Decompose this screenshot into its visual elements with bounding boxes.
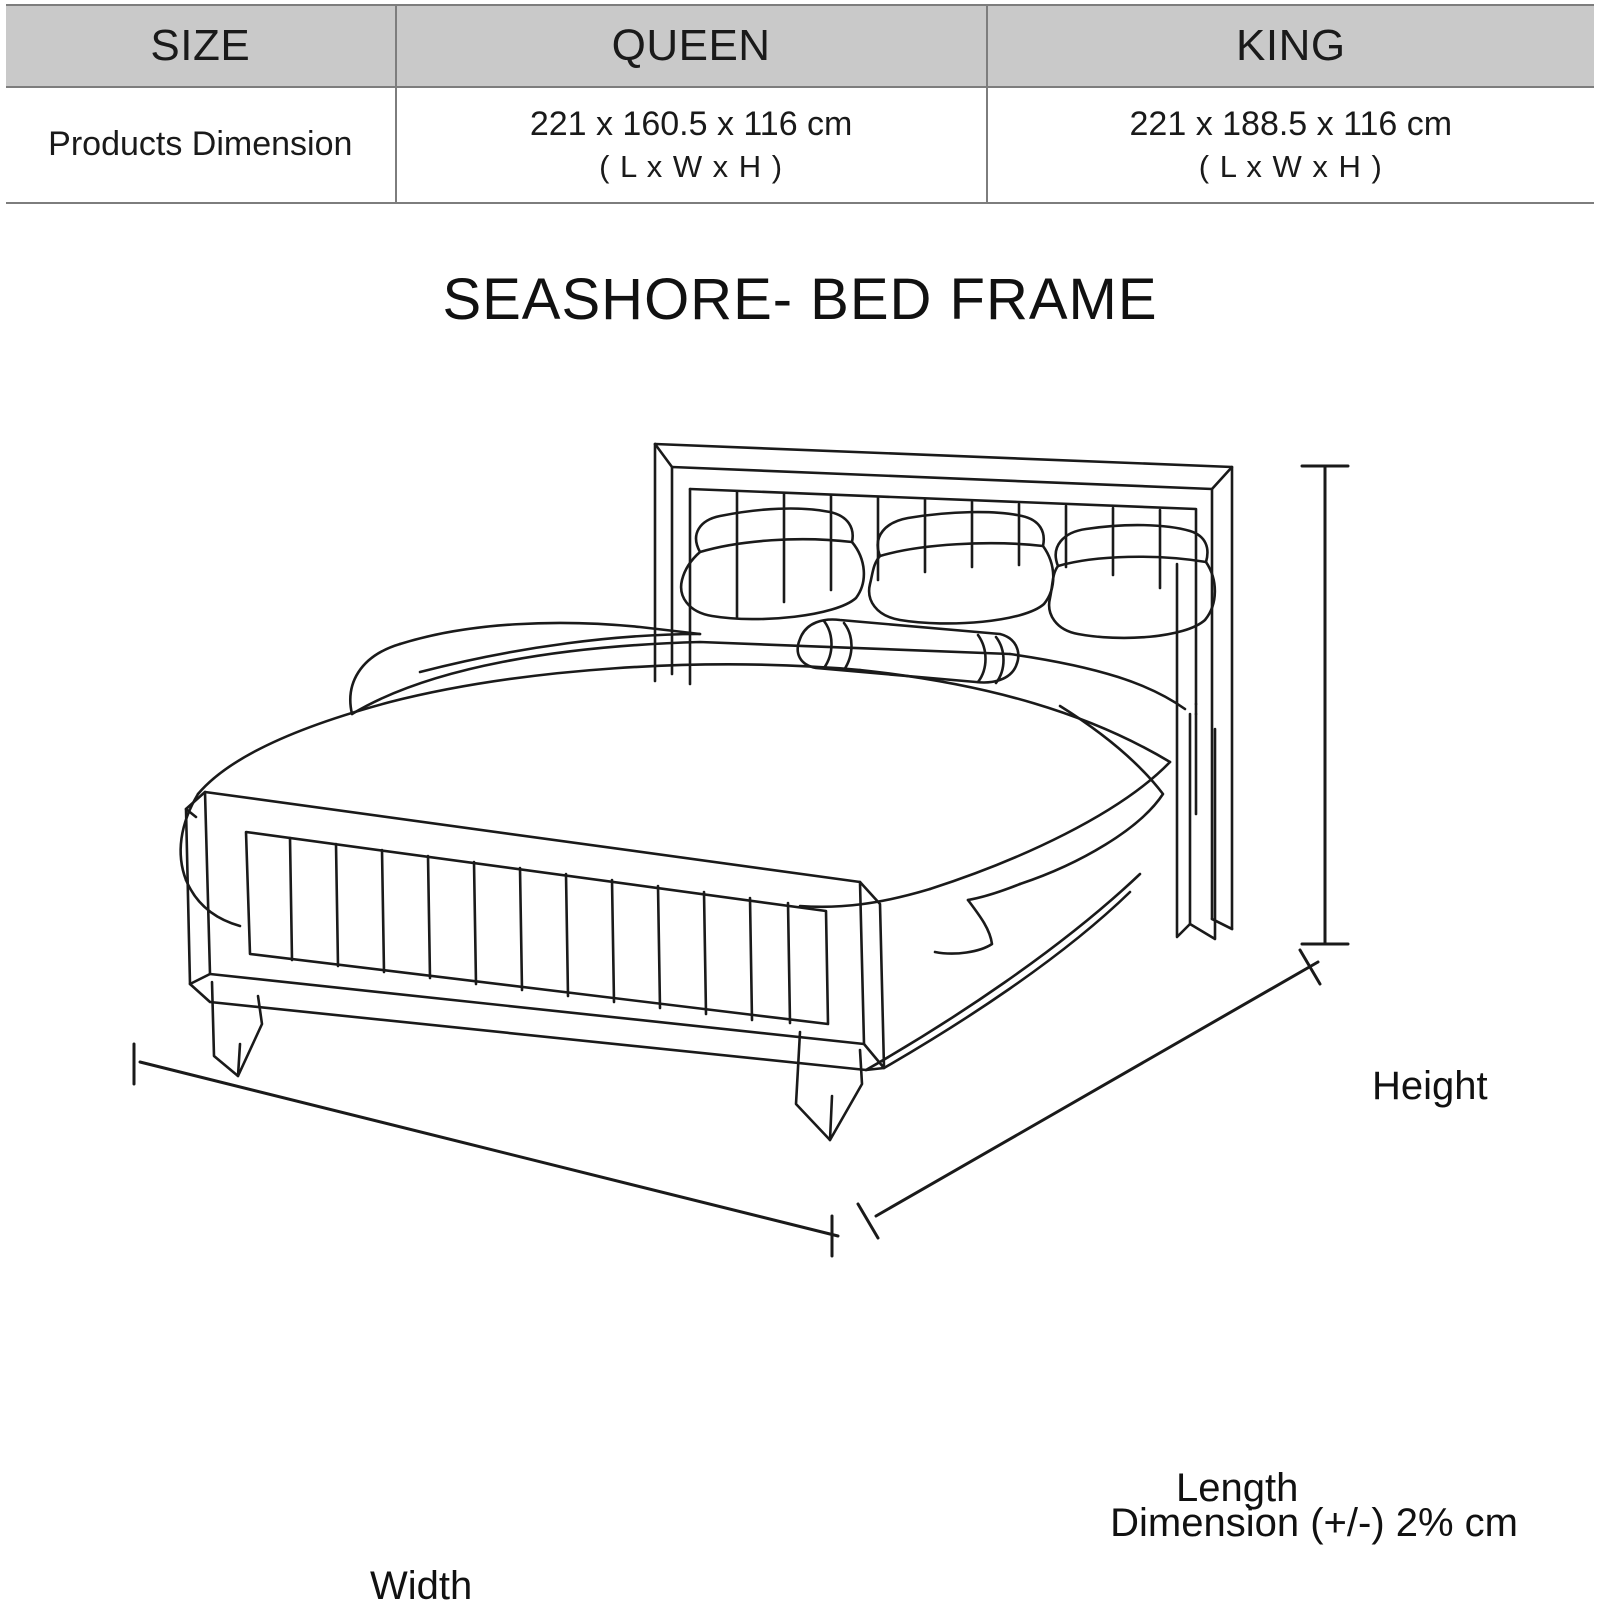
cell-king-dimension [987, 87, 1594, 203]
bed-line-drawing-icon [0, 384, 1600, 1324]
length-label: Length [1176, 1466, 1299, 1510]
length-dimension-line [876, 962, 1318, 1216]
page-title: SEASHORE- BED FRAME [442, 267, 1158, 332]
king-dimension-note: ( L x W x H ) [1198, 148, 1383, 184]
bed-diagram [0, 384, 1600, 1324]
table-header-size: SIZE [6, 5, 396, 87]
queen-dimension-note: ( L x W x H ) [599, 148, 784, 184]
dimension-tolerance-note: Dimension (+/-) 2% cm [1110, 1501, 1518, 1545]
width-dimension-line [140, 1062, 838, 1236]
queen-dimension-value: 221 x 160.5 x 116 cm [529, 105, 853, 144]
height-label: Height [1372, 1064, 1488, 1108]
table-header-king: KING [987, 5, 1594, 87]
table-row [6, 87, 1594, 203]
king-dimension-value: 221 x 188.5 x 116 cm [1129, 105, 1453, 144]
table-header-row [6, 5, 1594, 87]
table-header-queen: QUEEN [396, 5, 987, 87]
row-label-products-dimension: Products Dimension [6, 87, 396, 203]
cell-queen-dimension [396, 87, 987, 203]
dimension-table [6, 4, 1594, 204]
width-label: Width [370, 1564, 473, 1608]
